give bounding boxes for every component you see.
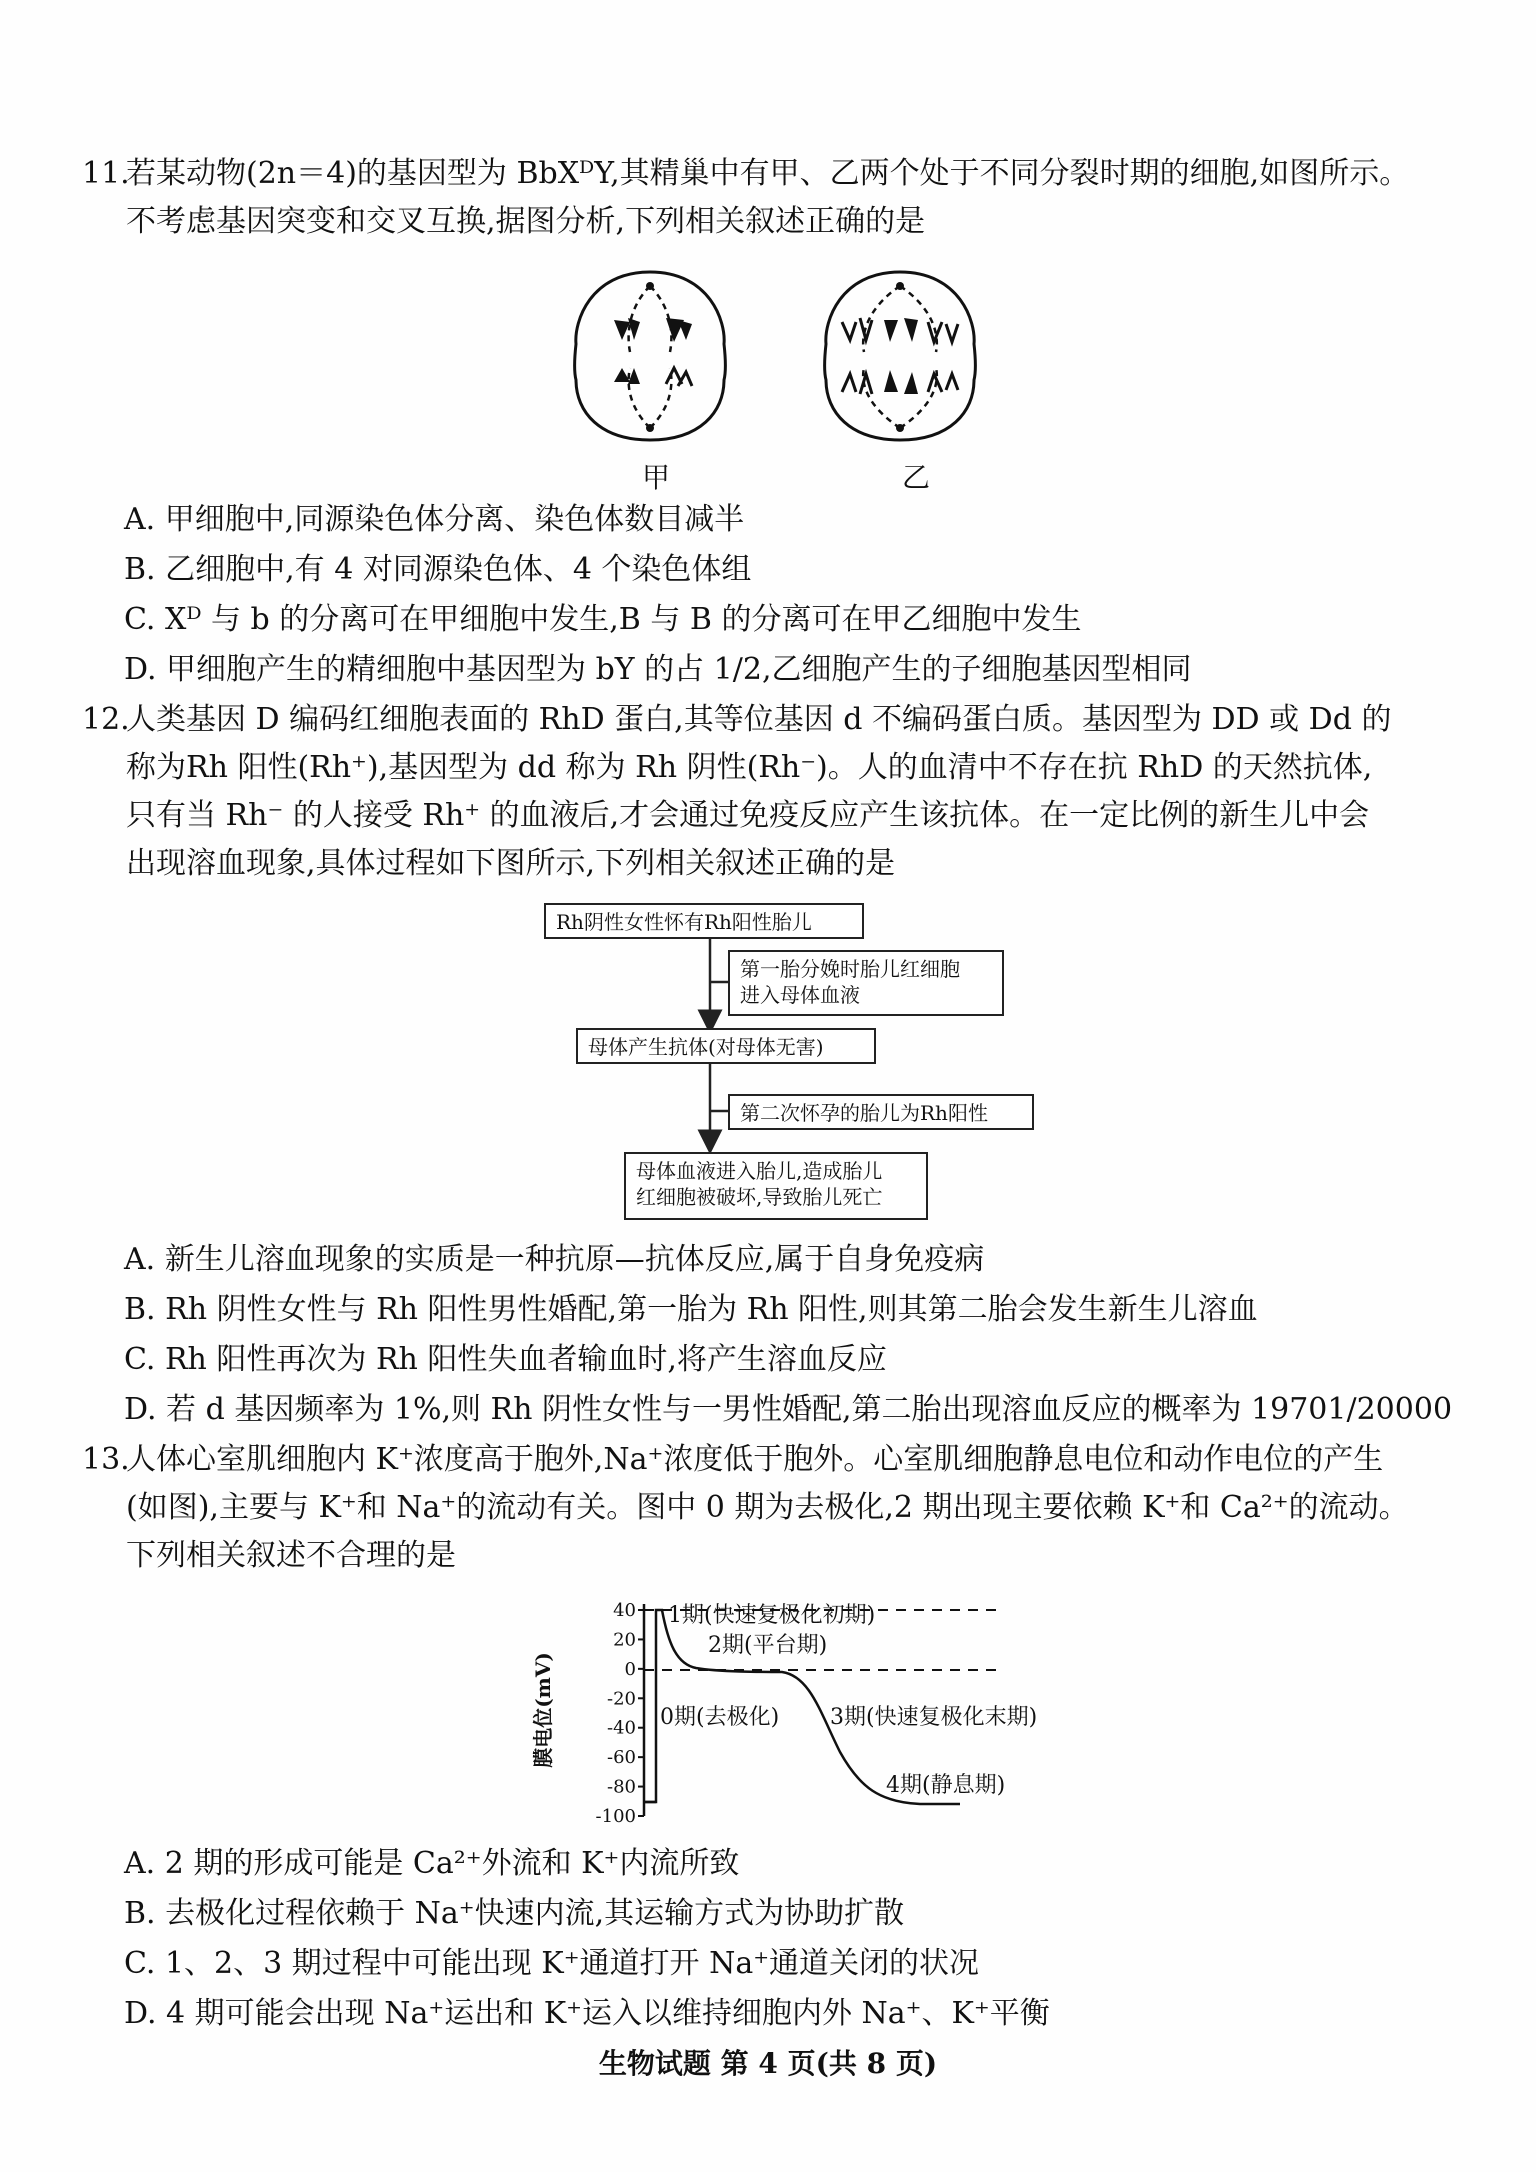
y-tick-label: -60	[607, 1747, 636, 1769]
option-a: A. 新生儿溶血现象的实质是一种抗原—抗体反应,属于自身免疫病	[124, 1242, 985, 1277]
option-c: C. Xᴰ 与 b 的分离可在甲细胞中发生,B 与 B 的分离可在甲乙细胞中发生	[124, 602, 1082, 637]
question-number: 12.	[82, 702, 130, 737]
phase-label-1: 1期(快速复极化初期)	[668, 1603, 876, 1628]
y-tick-label: -80	[607, 1776, 636, 1798]
question-number: 11.	[82, 156, 130, 191]
flow-box-3	[624, 1152, 928, 1220]
action-potential-chart	[520, 1592, 1040, 1832]
option-b: B. 去极化过程依赖于 Na⁺快速内流,其运输方式为协助扩散	[124, 1896, 905, 1931]
question-stem-line: 若某动物(2n＝4)的基因型为 BbXᴰY,其精巢中有甲、乙两个处于不同分裂时期的细胞,如图所示。	[126, 156, 1410, 191]
question-13	[82, 1436, 1468, 1580]
phase-label-4: 4期(静息期)	[886, 1773, 1006, 1798]
flow-side-2: 第二次怀孕的胎儿为Rh阳性	[728, 1094, 1034, 1130]
y-tick-label: -20	[607, 1688, 636, 1710]
question-stem-line: 人体心室肌细胞内 K⁺浓度高于胞外,Na⁺浓度低于胞外。心室肌细胞静息电位和动作电位的产生	[126, 1442, 1384, 1477]
y-tick-label: 0	[624, 1658, 636, 1680]
question-number: 13.	[82, 1442, 130, 1477]
option-d: D. 4 期可能会出现 Na⁺运出和 K⁺运入以维持细胞内外 Na⁺、K⁺平衡	[124, 1996, 1050, 2031]
option-b: B. Rh 阴性女性与 Rh 阳性男性婚配,第一胎为 Rh 阳性,则其第二胎会发生新生儿溶血	[124, 1292, 1258, 1327]
y-tick-label: -40	[607, 1717, 636, 1739]
option-d: D. 甲细胞产生的精细胞中基因型为 bY 的占 1/2,乙细胞产生的子细胞基因型相同	[124, 652, 1192, 687]
question-stem-line: (如图),主要与 K⁺和 Na⁺的流动有关。图中 0 期为去极化,2 期出现主要依赖 K⁺和 Ca²⁺的流动。	[126, 1490, 1409, 1525]
option-c: C. 1、2、3 期过程中可能出现 K⁺通道打开 Na⁺通道关闭的状况	[124, 1946, 980, 1981]
phase-label-3: 3期(快速复极化末期)	[830, 1705, 1038, 1730]
flow-box-1: Rh阴性女性怀有Rh阳性胎儿	[544, 903, 864, 939]
question-stem-line: 出现溶血现象,具体过程如下图所示,下列相关叙述正确的是	[126, 846, 896, 881]
option-c: C. Rh 阳性再次为 Rh 阳性失血者输血时,将产生溶血反应	[124, 1342, 887, 1377]
option-b: B. 乙细胞中,有 4 对同源染色体、4 个染色体组	[124, 552, 752, 587]
question-stem-line: 称为Rh 阳性(Rh⁺),基因型为 dd 称为 Rh 阴性(Rh⁻)。人的血清中不存在抗 RhD 的天然抗体,	[126, 750, 1373, 785]
y-tick-label: 40	[613, 1600, 636, 1621]
flow-box-2: 母体产生抗体(对母体无害)	[576, 1028, 876, 1064]
y-tick-label: -100	[595, 1806, 636, 1827]
option-a: A. 2 期的形成可能是 Ca²⁺外流和 K⁺内流所致	[124, 1846, 740, 1881]
question-stem-line: 不考虑基因突变和交叉互换,据图分析,下列相关叙述正确的是	[126, 204, 926, 239]
cell-label-jia: 甲	[642, 461, 671, 494]
phase-label-2: 2期(平台期)	[708, 1633, 828, 1658]
question-stem-line: 人类基因 D 编码红细胞表面的 RhD 蛋白,其等位基因 d 不编码蛋白质。基因型为 DD 或 Dd 的	[126, 702, 1392, 737]
phase-label-0: 0期(去极化)	[660, 1705, 780, 1730]
page-footer: 生物试题 第 4 页(共 8 页)	[598, 2047, 938, 2080]
option-d: D. 若 d 基因频率为 1%,则 Rh 阴性女性与一男性婚配,第二胎出现溶血反应的概率为 19701/20000	[124, 1392, 1453, 1427]
flow-box-text: 红细胞被破坏,导致胎儿死亡	[636, 1185, 883, 1209]
cell-label-yi: 乙	[902, 461, 931, 494]
flow-box-text: 母体血液进入胎儿,造成胎儿	[636, 1159, 883, 1183]
flow-side-text: 进入母体血液	[740, 983, 860, 1007]
y-tick-label: 20	[613, 1629, 636, 1651]
y-axis-label: 膜电位(mV)	[531, 1652, 555, 1768]
flow-side-text: 第一胎分娩时胎儿红细胞	[740, 957, 960, 981]
flow-side-1	[728, 950, 1004, 1016]
question-stem-line: 只有当 Rh⁻ 的人接受 Rh⁺ 的血液后,才会通过免疫反应产生该抗体。在一定比例的新生儿中会	[126, 798, 1370, 833]
option-a: A. 甲细胞中,同源染色体分离、染色体数目减半	[124, 502, 745, 537]
question-stem-line: 下列相关叙述不合理的是	[126, 1538, 456, 1573]
